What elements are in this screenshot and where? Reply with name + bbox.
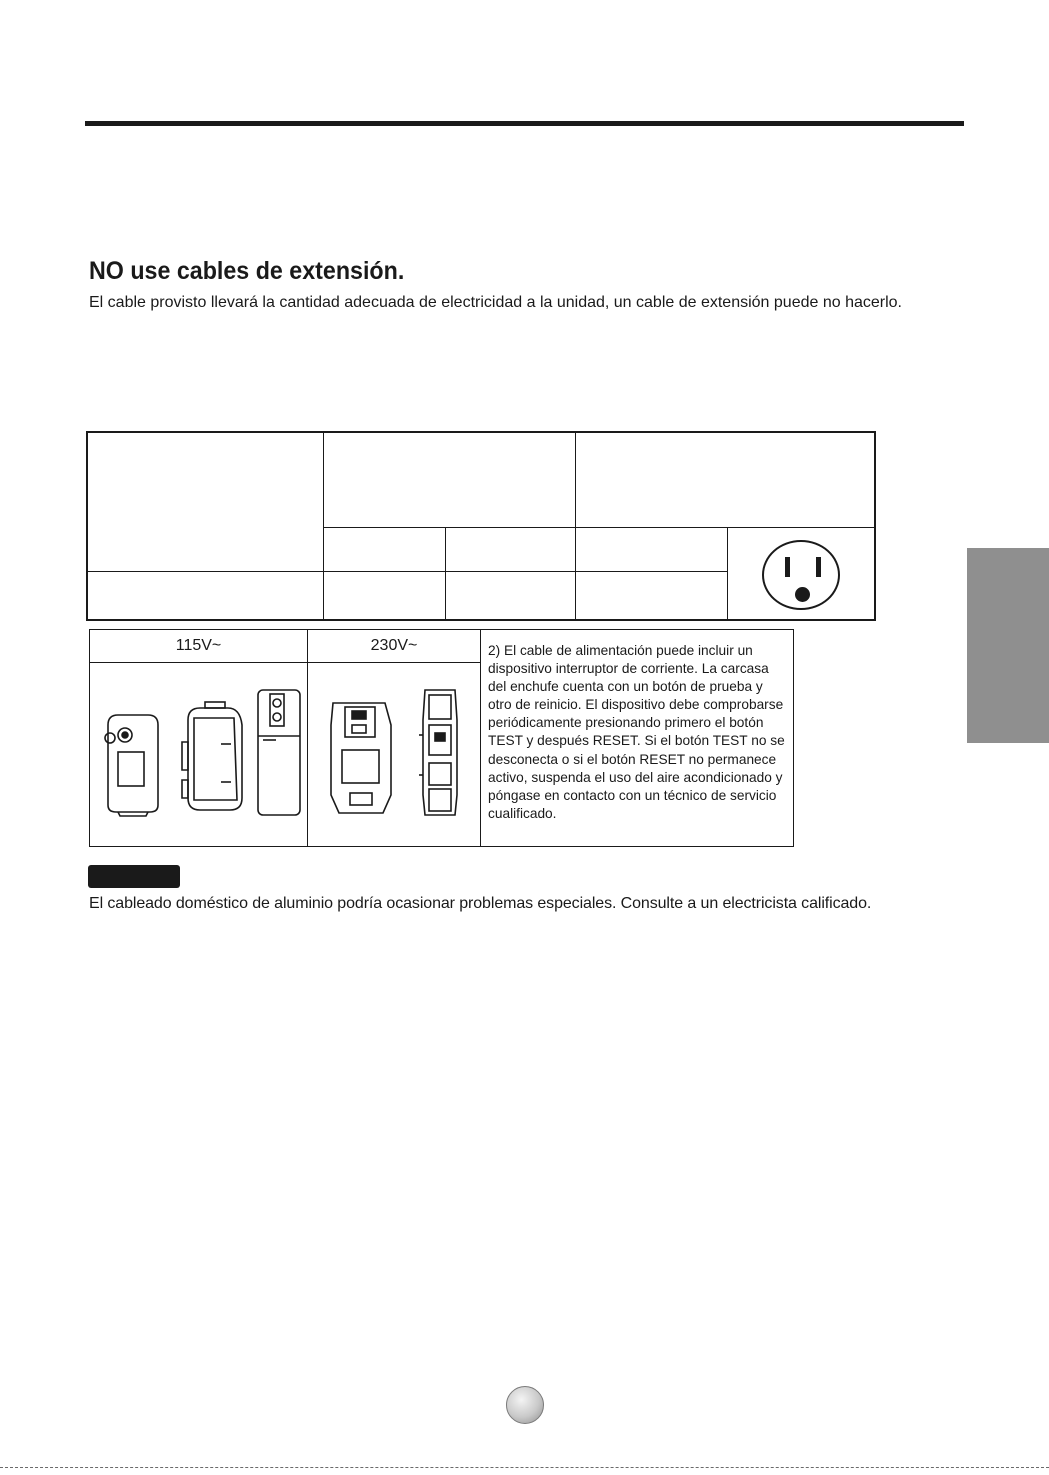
plug-230v-icon xyxy=(315,685,475,845)
outlet-slot xyxy=(785,557,790,577)
table-divider xyxy=(575,433,576,619)
table-divider xyxy=(323,527,874,528)
plug-115v-icon xyxy=(100,680,305,845)
outlet-slot xyxy=(816,557,821,577)
extension-cord-paragraph: El cable provisto llevará la cantidad adecuada de electricidad a la unidad, un cable de extensión puede no hacerlo. xyxy=(89,294,902,311)
header-rule xyxy=(85,121,964,126)
column-header-230v: 230V~ xyxy=(370,637,418,654)
aluminum-wiring-note: El cableado doméstico de aluminio podría ocasionar problemas especiales. Consulte a un electricista calificado. xyxy=(89,895,872,912)
table-divider xyxy=(445,527,446,619)
outlet-ground-hole xyxy=(795,587,810,602)
table-divider xyxy=(727,527,728,619)
column-header-115v: 115V~ xyxy=(175,637,222,654)
table-divider xyxy=(88,571,727,572)
section-side-tab xyxy=(967,548,1049,743)
table-divider xyxy=(323,433,324,619)
section-heading: NO use cables de extensión. xyxy=(89,257,405,285)
interrupter-instructions: 2) El cable de alimentación puede incluir un dispositivo interruptor de corriente. La carcasa del enchufe cuenta con un botón de prueba y otro de reinicio. El dispositivo debe comprobarse periódicamente presionando primero el botón TEST y después RESET. Si el botón TEST no se desconecta o si el botón RESET no permanece activo, suspenda el uso del aire acondicionado y póngase en contacto con un técnico de servicio cualificado. xyxy=(488,643,785,821)
grounded-outlet-icon xyxy=(762,540,840,610)
bottom-dotted-rule xyxy=(0,1467,1049,1468)
electrical-spec-table xyxy=(86,431,876,621)
table-divider xyxy=(90,662,481,663)
page-number-circle xyxy=(506,1386,544,1424)
note-badge xyxy=(88,865,180,888)
current-interrupter-table xyxy=(89,629,794,847)
